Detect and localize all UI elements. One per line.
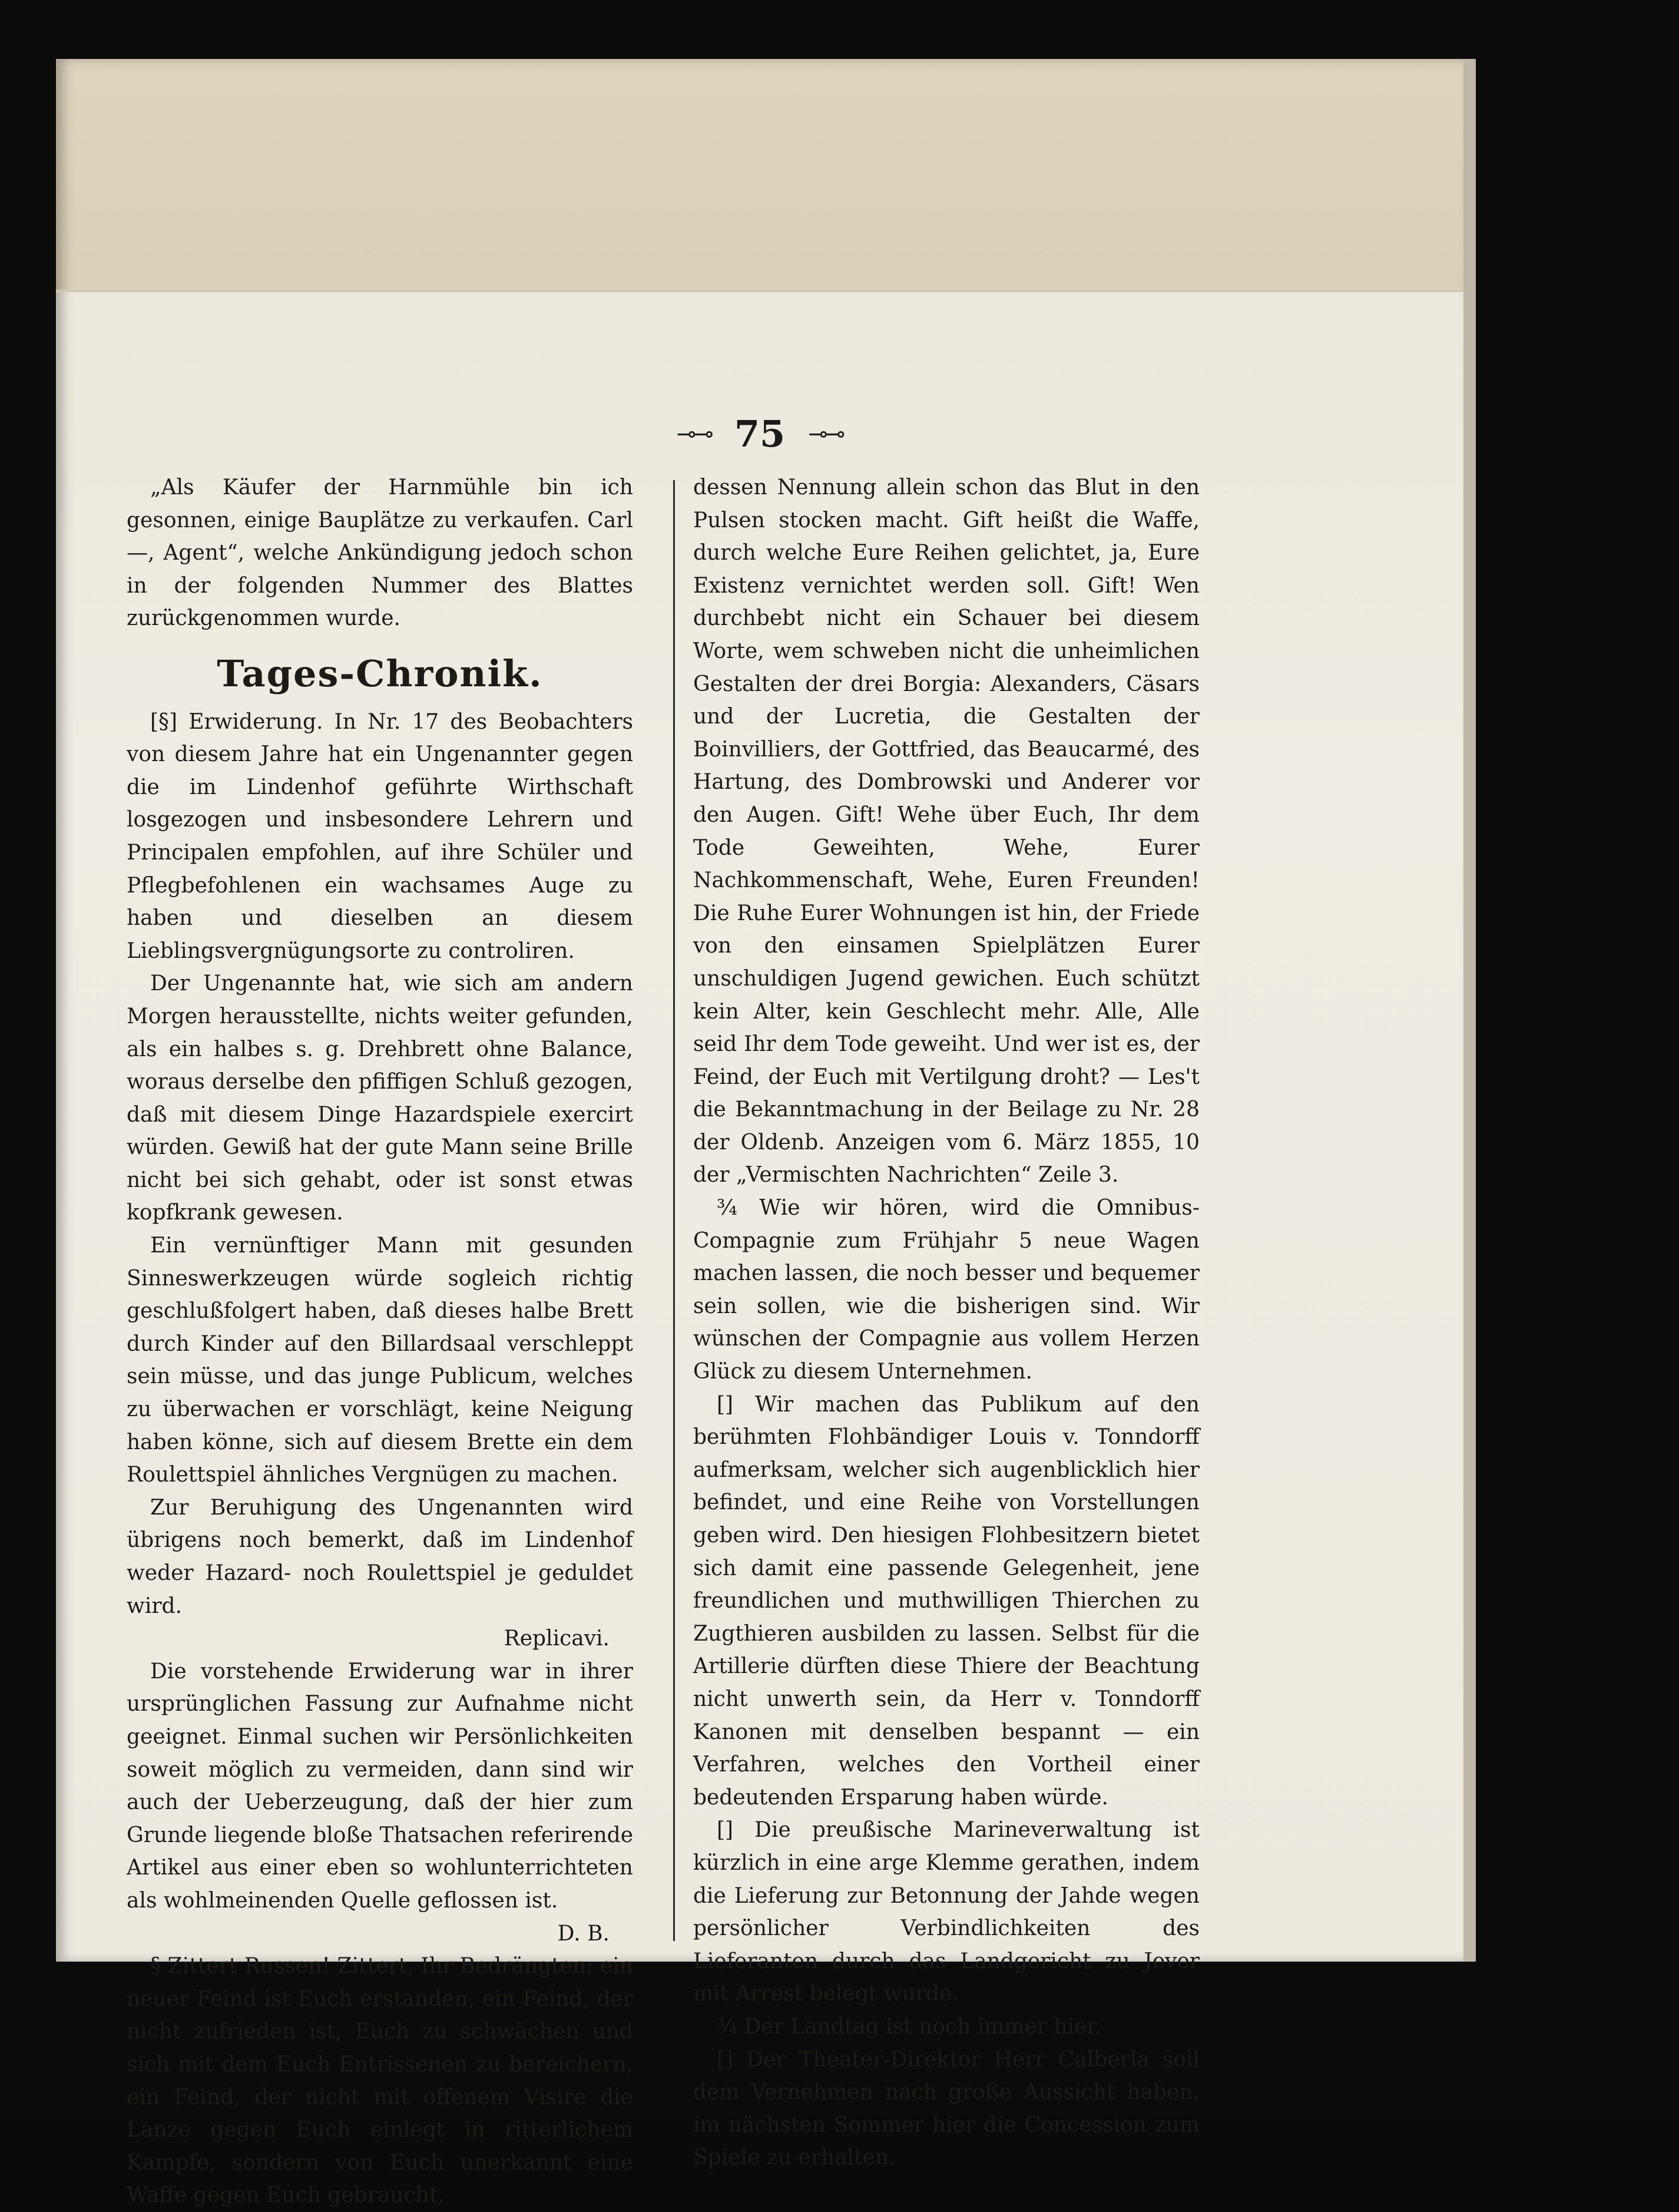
article-paragraph: [§] Erwiderung. In Nr. 17 des Beobachters von diesem Jahre hat ein Ungenannter gegen die im Lindenhof geführte Wirthschaft losgezogen und insbesondere Lehrern und Principalen empfohlen, auf ihre Schüler und Pflegbefohlenen ein wachsames Auge zu haben und dieselben an diesem Lieblingsvergnügungsorte zu controliren. (127, 709, 633, 963)
ornament-left-icon: ⊸⊸ (676, 420, 711, 448)
article-paragraph: Ein vernünftiger Mann mit gesunden Sinneswerkzeugen würde sogleich richtig geschlußfolgert haben, daß dieses halbe Brett durch Kinder auf den Billardsaal verschleppt sein müsse, und das junge Publicum, welches zu überwachen er vorschlägt, keine Neigung haben könne, sich auf diesem Brette ein dem Roulettspiel ähnliches Vergnügen zu machen. (127, 1234, 633, 1487)
article-paragraph: Zur Beruhigung des Ungenannten wird übrigens noch bemerkt, daß im Lindenhof weder Hazard- noch Roulettspiel je geduldet wird. (127, 1495, 633, 1618)
page-header (56, 412, 1463, 471)
ornament-right-icon: ⊸⊸ (808, 420, 843, 448)
article-paragraph: [] Der Theater-Direktor Herr Calberla soll dem Vernehmen nach große Aussicht haben, im nächsten Sommer hier die Concession zum Spiele zu erhalten. (693, 2047, 1200, 2170)
article-paragraph: ¾ Wie wir hören, wird die Omnibus-Compagnie zum Frühjahr 5 neue Wagen machen lassen, die noch besser und bequemer sein sollen, wie die bisherigen sind. Wir wünschen der Compagnie aus vollem Herzen Glück zu diesem Unternehmen. (693, 1196, 1200, 1384)
article-paragraph: § Zittert Russen! Zittert, Ihr Bedrängten; ein neuer Feind ist Euch erstanden, ein Feind, der nicht zufrieden ist, Euch zu schwächen und sich mit dem Euch Entrissenen zu bereichern, ein Feind, der nicht mit offenem Visire die Lanze gegen Euch einlegt in ritterlichem Kampfe, sondern von Euch unerkannt eine Waffe gegen Euch gebraucht, (127, 1954, 633, 2208)
right-column (693, 471, 1200, 2174)
column-divider (673, 480, 675, 1941)
page-number: 75 (734, 412, 786, 455)
section-title: Tages-Chronik. (217, 652, 543, 695)
signature: Replicavi. (504, 1626, 610, 1651)
article-paragraph: [] Wir machen das Publikum auf den berühmten Flohbändiger Louis v. Tonndorff aufmerksam, welcher sich augenblicklich hier befindet, und eine Reihe von Vorstellungen geben wird. Den hiesigen Flohbesitzern bietet sich damit eine passende Gelegenheit, jene freundlichen und muthwilligen Thierchen zu Zugthieren ausbilden zu lassen. Selbst für die Artillerie dürften diese Thiere der Beachtung nicht unwerth sein, da Herr v. Tonndorff Kanonen mit denselben bespannt — ein Verfahren, welches den Vortheil einer bedeutenden Ersparung haben würde. (693, 1392, 1200, 1810)
intro-paragraph: „Als Käufer der Harnmühle bin ich gesonnen, einige Bauplätze zu verkaufen. Carl —, Agent“, welche Ankündigung jedoch schon in der folgenden Nummer des Blattes zurückgenommen wurde. (127, 475, 633, 631)
article-paragraph: Die vorstehende Erwiderung war in ihrer ursprünglichen Fassung zur Aufnahme nicht geeignet. Einmal suchen wir Persönlichkeiten soweit möglich zu vermeiden, dann sind wir auch der Ueberzeugung, daß der hier zum Grunde liegende bloße Thatsachen referirende Artikel aus einer eben so wohlunterrichteten als wohlmeinenden Quelle geflossen ist. (127, 1659, 633, 1913)
page-fold-line (56, 290, 1463, 292)
signature: D. B. (557, 1921, 610, 1946)
article-paragraph: ¾ Der Landtag ist noch immer hier. (717, 2014, 1102, 2039)
article-paragraph: dessen Nennung allein schon das Blut in den Pulsen stocken macht. Gift heißt die Waffe, durch welche Eure Reihen gelichtet, ja, Eure Existenz vernichtet werden soll. Gift! Wen durchbebt nicht ein Schauer bei diesem Worte, wem schweben nicht die unheimlichen Gestalten der drei Borgia: Alexanders, Cäsars und der Lucretia, die Gestalten der Boinvilliers, der Gottfried, das Beaucarmé, des Hartung, des Dombrowski und Anderer vor den Augen. Gift! Wehe über Euch, Ihr dem Tode Geweihten, Wehe, Eurer Nachkommenschaft, Wehe, Euren Freunden! Die Ruhe Eurer Wohnungen ist hin, der Friede von den einsamen Spielplätzen Eurer unschuldigen Jugend gewichen. Euch schützt kein Alter, kein Geschlecht mehr. Alle, Alle seid Ihr dem Tode geweiht. Und wer ist es, der Feind, der Euch mit Vertilgung droht? — Les't die Bekanntmachung in der Beilage zu Nr. 28 der Oldenb. Anzeigen vom 6. März 1855, 10 der „Vermischten Nachrichten“ Zeile 3. (693, 475, 1200, 1188)
left-column (127, 471, 633, 2212)
article-paragraph: [] Die preußische Marineverwaltung ist kürzlich in eine arge Klemme gerathen, indem die Lieferung zur Betonnung der Jahde wegen persönlicher Verbindlichkeiten des Lieferanten durch das Landgericht zu Jever mit Arrest belegt wurde. (693, 1818, 1200, 2006)
article-paragraph: Der Ungenannte hat, wie sich am andern Morgen herausstellte, nichts weiter gefunden, als ein halbes s. g. Drehbrett ohne Balance, woraus derselbe den pfiffigen Schluß gezogen, daß mit diesem Dinge Hazardspiele exercirt würden. Gewiß hat der gute Mann seine Brille nicht bei sich gehabt, oder ist sonst etwas kopfkrank gewesen. (127, 971, 633, 1225)
